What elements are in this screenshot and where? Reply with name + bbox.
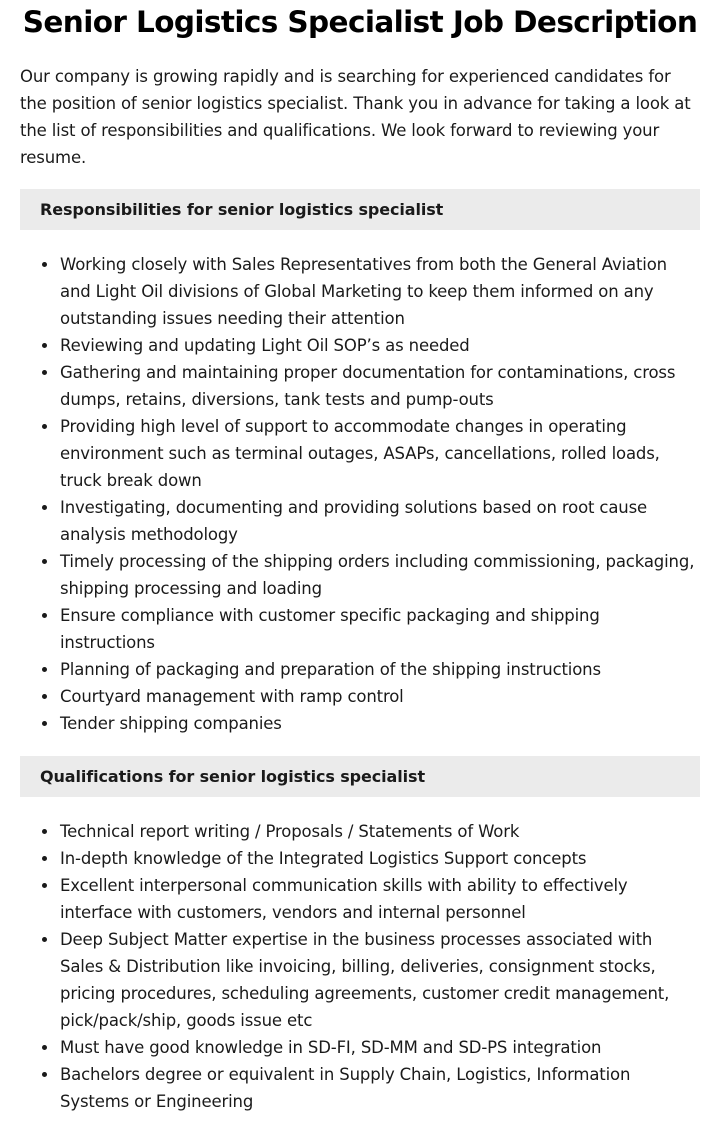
list-item: Ensure compliance with customer specific packaging and shipping instructions: [60, 602, 700, 656]
qualifications-heading: Qualifications for senior logistics specialist: [20, 756, 700, 797]
responsibilities-list: [20, 251, 700, 737]
list-item: Technical report writing / Proposals / Statements of Work: [60, 818, 700, 845]
list-item: Reviewing and updating Light Oil SOP’s as needed: [60, 332, 700, 359]
intro-paragraph: Our company is growing rapidly and is searching for experienced candidates for the position of senior logistics specialist. Thank you in advance for taking a look at the list of responsibilities and qualifications. We look forward to reviewing your resume.: [20, 67, 691, 167]
page-title: Senior Logistics Specialist Job Description: [22, 5, 698, 39]
list-item: Providing high level of support to accommodate changes in operating environment such as terminal outages, ASAPs, cancellations, rolled loads, truck break down: [60, 413, 700, 494]
qualifications-list: [20, 818, 700, 1115]
responsibilities-heading: Responsibilities for senior logistics specialist: [20, 189, 700, 230]
list-item: Bachelors degree or equivalent in Supply Chain, Logistics, Information Systems or Engineering: [60, 1061, 700, 1115]
list-item: Deep Subject Matter expertise in the business processes associated with Sales & Distribution like invoicing, billing, deliveries, consignment stocks, pricing procedures, scheduling agreements, customer credit management, pick/pack/ship, goods issue etc: [60, 926, 700, 1034]
list-item: Tender shipping companies: [60, 710, 700, 737]
list-item: Planning of packaging and preparation of the shipping instructions: [60, 656, 700, 683]
list-item: Gathering and maintaining proper documentation for contaminations, cross dumps, retains, diversions, tank tests and pump-outs: [60, 359, 700, 413]
list-item: Working closely with Sales Representatives from both the General Aviation and Light Oil divisions of Global Marketing to keep them informed on any outstanding issues needing their attention: [60, 251, 700, 332]
list-item: Courtyard management with ramp control: [60, 683, 700, 710]
list-item: In-depth knowledge of the Integrated Logistics Support concepts: [60, 845, 700, 872]
list-item: Timely processing of the shipping orders including commissioning, packaging, shipping processing and loading: [60, 548, 700, 602]
list-item: Investigating, documenting and providing solutions based on root cause analysis methodology: [60, 494, 700, 548]
list-item: Excellent interpersonal communication skills with ability to effectively interface with customers, vendors and internal personnel: [60, 872, 700, 926]
list-item: Must have good knowledge in SD-FI, SD-MM and SD-PS integration: [60, 1034, 700, 1061]
